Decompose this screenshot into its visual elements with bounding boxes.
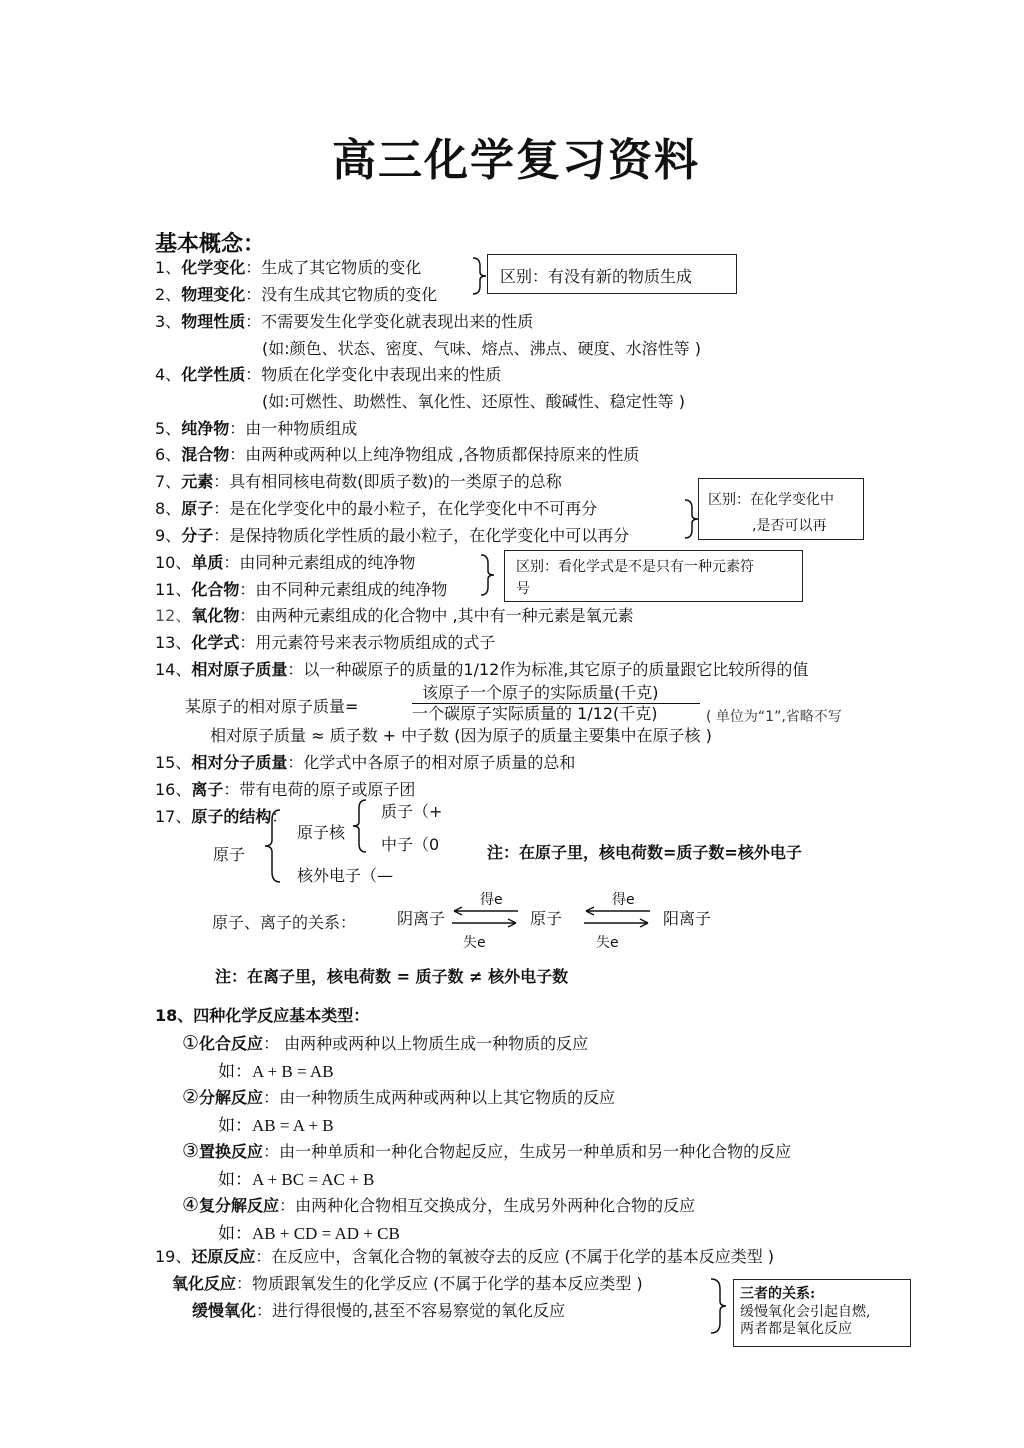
relation-atom: 原子: [530, 909, 563, 928]
reaction-item: ①化合反应： 由两种或两种以上物质生成一种物质的反应: [182, 1032, 589, 1054]
reaction-example: 如：AB + CD = AD + CB: [218, 1224, 400, 1243]
relation-lose-1: 失e: [463, 935, 486, 951]
formula-numerator: 该原子一个原子的实际质量(千克): [422, 683, 659, 702]
list-item: 11、化合物：由不同种元素组成的纯净物: [155, 580, 448, 599]
structure-nucleus: 原子核: [297, 823, 346, 842]
formula-denominator: 一个碳原子实际质量的 1/12(千克): [412, 704, 658, 723]
relation-cation: 阳离子: [663, 909, 712, 928]
section-heading: 基本概念：: [155, 231, 266, 257]
list-item: 1、化学变化：生成了其它物质的变化: [155, 258, 422, 277]
arrow-pair-2: [582, 906, 652, 928]
brace-atom: [262, 808, 284, 884]
note-box-2-line2: ,是否可以再: [752, 518, 827, 534]
list-item: 19、还原反应：在反应中，含氧化合物的氧被夺去的反应 (不属于化学的基本反应类型 ): [155, 1247, 775, 1266]
list-item: 3、物理性质：不需要发生化学变化就表现出来的性质: [155, 312, 534, 331]
list-item: 15、相对分子质量：化学式中各原子的相对原子质量的总和: [155, 753, 576, 772]
reaction-example: 如：A + BC = AC + B: [218, 1170, 375, 1189]
formula-approx: 相对原子质量 ≈ 质子数 + 中子数 (因为原子的质量主要集中在原子核 ): [210, 726, 712, 745]
relation-lose-2: 失e: [596, 935, 619, 951]
note-box-4-line2: 两者都是氧化反应: [740, 1321, 852, 1337]
list-item: 6、混合物：由两种或两种以上纯净物组成 ,各物质都保持原来的性质: [155, 445, 640, 464]
list-item: 10、单质：由同种元素组成的纯净物: [155, 553, 416, 572]
formula-left: 某原子的相对原子质量=: [185, 697, 359, 716]
structure-electron: 核外电子（—: [297, 866, 394, 885]
list-item: 12、氧化物：由两种元素组成的化合物中 ,其中有一种元素是氧元素: [155, 606, 634, 625]
note-box-4-title: 三者的关系:: [740, 1286, 816, 1302]
note-box-3-line1: 区别：看化学式是不是只有一种元素符: [516, 559, 754, 575]
structure-note: 注：在原子里，核电荷数=质子数=核外电子: [487, 843, 802, 862]
relation-anion: 阴离子: [397, 909, 446, 928]
list-item: 2、物理变化：没有生成其它物质的变化: [155, 285, 438, 304]
relation-note: 注：在离子里，核电荷数 = 质子数 ≠ 核外电子数: [215, 967, 569, 986]
list-item: 5、纯净物：由一种物质组成: [155, 419, 358, 438]
list-item: 7、元素：具有相同核电荷数(即质子数)的一类原子的总称: [155, 472, 562, 491]
note-box-3-line2: 号: [516, 581, 530, 597]
list-item: 氧化反应：物质跟氧发生的化学反应 (不属于化学的基本反应类型 ): [172, 1274, 643, 1293]
page-title: 高三化学复习资料: [332, 135, 700, 186]
list-item: 9、分子：是保持物质化学性质的最小粒子，在化学变化中可以再分: [155, 526, 630, 545]
relation-gain-1: 得e: [480, 892, 503, 908]
reaction-example: 如：AB = A + B: [218, 1116, 334, 1135]
list-item: 13、化学式：用元素符号来表示物质组成的式子: [155, 633, 496, 652]
reactions-heading: 18、四种化学反应基本类型：: [155, 1006, 370, 1025]
note-box-4-line1: 缓慢氧化会引起自燃,: [740, 1304, 871, 1320]
note-box-2-line1: 区别：在化学变化中: [708, 492, 834, 508]
brace-3: [478, 553, 498, 597]
list-item: 8、原子：是在化学变化中的最小粒子，在化学变化中不可再分: [155, 499, 598, 518]
brace-nucleus: [350, 798, 370, 854]
reaction-item: ②分解反应：由一种物质生成两种或两种以上其它物质的反应: [182, 1086, 616, 1108]
formula-note: ( 单位为“1”,省略不写: [706, 709, 842, 725]
reaction-example: 如：A + B = AB: [218, 1062, 334, 1081]
brace-4: [708, 1277, 730, 1335]
structure-proton: 质子（+: [381, 802, 443, 821]
structure-atom: 原子: [213, 845, 246, 864]
relation-gain-2: 得e: [612, 892, 635, 908]
list-item: (如:可燃性、助燃性、氧化性、还原性、酸碱性、稳定性等 ): [262, 392, 685, 411]
list-item: 16、离子：带有电荷的原子或原子团: [155, 780, 416, 799]
list-item: 4、化学性质：物质在化学变化中表现出来的性质: [155, 365, 502, 384]
relation-label: 原子、离子的关系：: [212, 913, 357, 932]
list-item: (如:颜色、状态、密度、气味、熔点、沸点、硬度、水溶性等 ): [262, 339, 701, 358]
structure-neutron: 中子（0: [381, 835, 440, 854]
list-item: 缓慢氧化：进行得很慢的,甚至不容易察觉的氧化反应: [192, 1301, 566, 1320]
arrow-pair-1: [450, 906, 520, 928]
list-item: 14、相对原子质量：以一种碳原子的质量的1/12作为标准,其它原子的质量跟它比较所得的值: [155, 660, 809, 679]
list-item: 17、原子的结构：: [155, 807, 288, 826]
note-box-1-text: 区别：有没有新的物质生成: [500, 267, 693, 286]
reaction-item: ④复分解反应：由两种化合物相互交换成分，生成另外两种化合物的反应: [182, 1194, 696, 1216]
reaction-item: ③置换反应：由一种单质和一种化合物起反应，生成另一种单质和另一种化合物的反应: [182, 1140, 792, 1162]
